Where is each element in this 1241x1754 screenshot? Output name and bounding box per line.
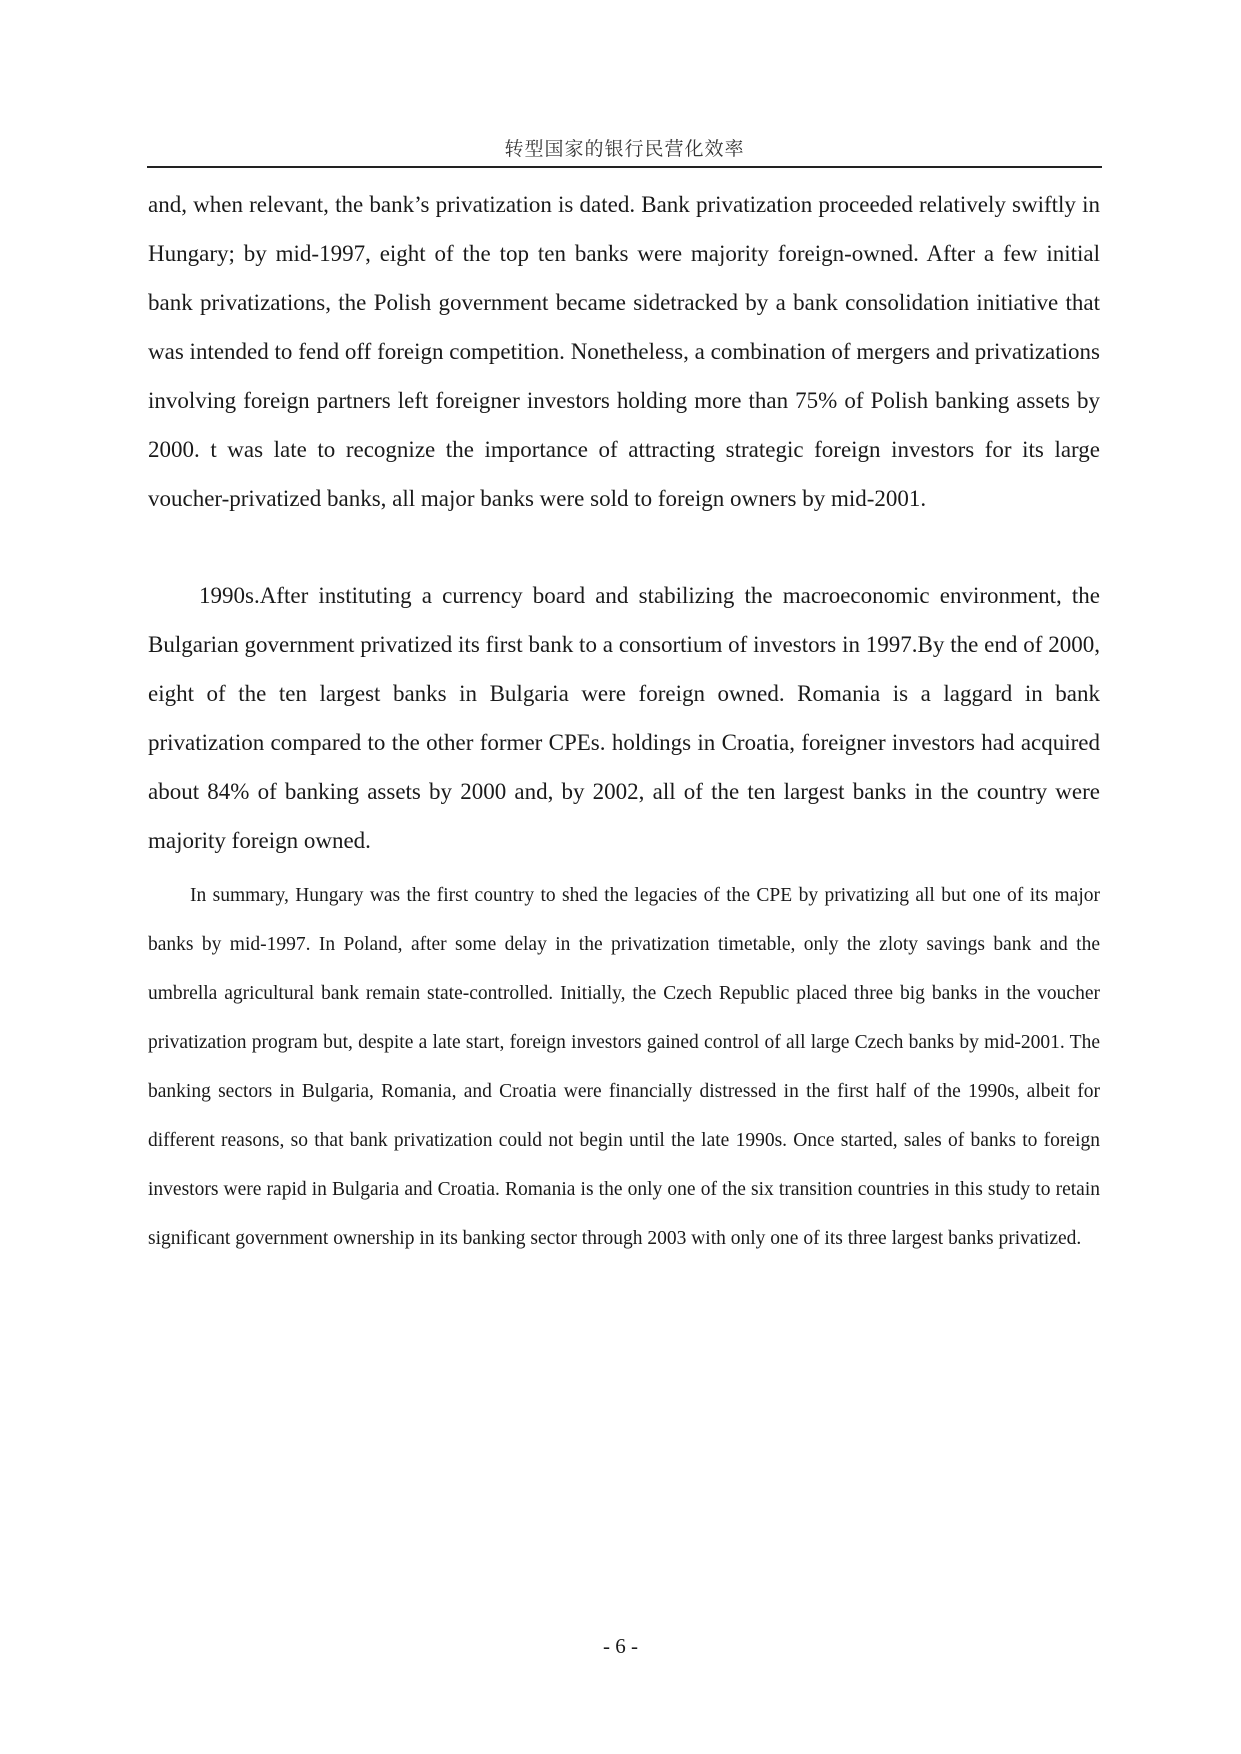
paragraph-2: 1990s.After instituting a currency board and stabilizing the macroeconomic environment, the Bulgarian government privatized its first bank to a consortium of investors in 1997.By the end of 2000, eight of the ten largest banks in Bulgaria were foreign owned. Romania is a laggard in bank privatization compared to the other former CPEs. holdings in Croatia, foreigner investors had acquired about 84% of banking assets by 2000 and, by 2002, all of the ten largest banks in the country were majority foreign owned. [148, 583, 1100, 853]
page-number: - 6 - [603, 1634, 638, 1658]
paragraph-3-summary: In summary, Hungary was the first country to shed the legacies of the CPE by privatizing all but one of its major banks by mid-1997. In Poland, after some delay in the privatization timetable, only the zloty savings bank and the umbrella agricultural bank remain state-controlled. Initially, the Czech Republic placed three big banks in the voucher privatization program but, despite a late start, foreign investors gained control of all large Czech banks by mid-2001. The banking sectors in Bulgaria, Romania, and Croatia were financially distressed in the first half of the 1990s, albeit for different reasons, so that bank privatization could not begin until the late 1990s. Once started, sales of banks to foreign investors were rapid in Bulgaria and Croatia. Romania is the only one of the six transition countries in this study to retain significant government ownership in its banking sector through 2003 with only one of its three largest banks privatized. [148, 885, 1100, 1249]
paragraph-1: and, when relevant, the bank’s privatization is dated. Bank privatization proceeded relatively swiftly in Hungary; by mid-1997, eight of the top ten banks were majority foreign-owned. After a few initial bank privatizations, the Polish government became sidetracked by a bank consolidation initiative that was intended to fend off foreign competition. Nonetheless, a combination of mergers and privatizations involving foreign partners left foreigner investors holding more than 75% of Polish banking assets by 2000. t was late to recognize the importance of attracting strategic foreign investors for its large voucher-privatized banks, all major banks were sold to foreign owners by mid-2001. [148, 192, 1100, 511]
header-rule [147, 166, 1102, 168]
running-header: 转型国家的银行民营化效率 [504, 138, 745, 160]
